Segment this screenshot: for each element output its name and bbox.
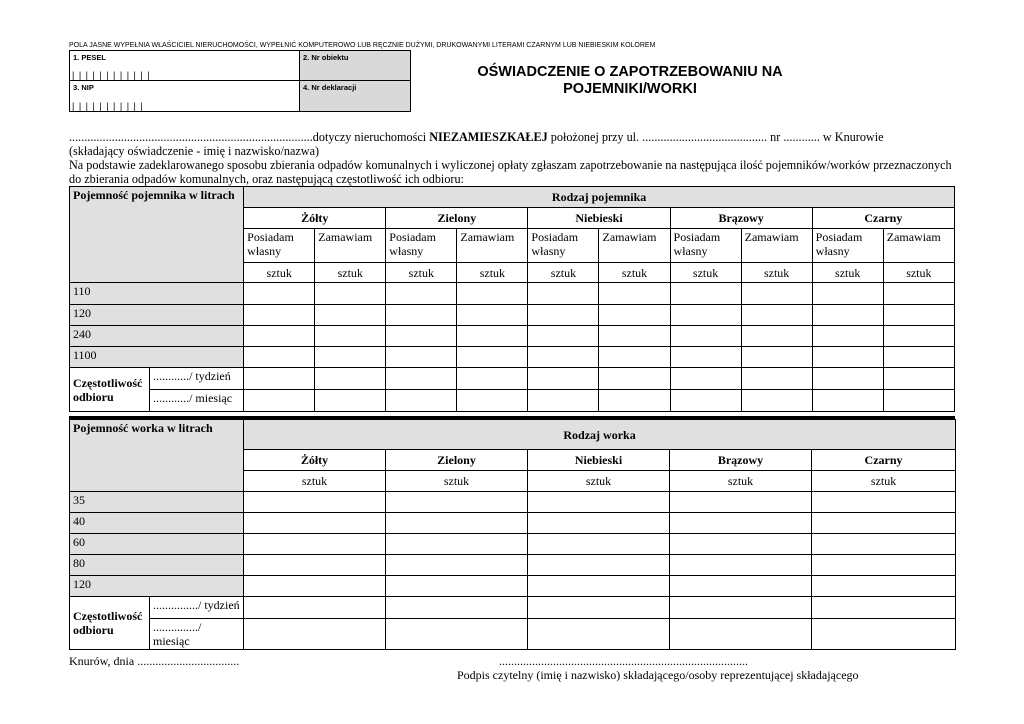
input-cell[interactable] (386, 368, 457, 390)
input-cell[interactable] (457, 305, 528, 326)
input-cell[interactable] (670, 534, 812, 555)
nip-ticks: | | | | | | | | | | | (72, 101, 144, 111)
input-cell[interactable] (741, 390, 812, 412)
input-cell[interactable] (812, 283, 883, 305)
input-cell[interactable] (244, 534, 386, 555)
input-cell[interactable] (244, 390, 315, 412)
bag-table (69, 419, 956, 650)
input-cell[interactable] (812, 390, 883, 412)
input-cell[interactable] (812, 513, 956, 534)
table-row (70, 347, 955, 368)
input-cell[interactable] (315, 390, 386, 412)
input-cell[interactable] (457, 326, 528, 347)
container-color-black: Czarny (812, 208, 954, 229)
input-cell[interactable] (315, 368, 386, 390)
intro-line-3: Na podstawie zadeklarowanego sposobu zbierania odpadów komunalnych i wyliczonej opłaty zgłaszam zapotrzebowanie na następująca ilość pojemników/worków przeznaczonych (69, 158, 952, 172)
table-row (70, 305, 955, 326)
input-cell[interactable] (244, 597, 386, 619)
input-cell[interactable] (386, 619, 528, 650)
input-cell[interactable] (244, 576, 386, 597)
input-cell[interactable] (812, 534, 956, 555)
table-row (70, 576, 956, 597)
object-number-label: 2. Nr obiektu (303, 53, 349, 62)
input-cell[interactable] (883, 390, 954, 412)
input-cell[interactable] (670, 576, 812, 597)
input-cell[interactable] (386, 534, 528, 555)
owned-header: Posiadam własny (670, 229, 741, 263)
input-cell[interactable] (528, 283, 599, 305)
input-cell[interactable] (812, 305, 883, 326)
input-cell[interactable] (741, 368, 812, 390)
unit-label: sztuk (386, 471, 528, 492)
input-cell[interactable] (244, 305, 315, 326)
object-number-field (300, 51, 410, 81)
pesel-ticks: | | | | | | | | | | | | (72, 70, 151, 80)
unit-label: sztuk (528, 471, 670, 492)
table-row (70, 326, 955, 347)
unit-label: sztuk (741, 263, 812, 283)
input-cell[interactable] (528, 576, 670, 597)
title-line-1: OŚWIADCZENIE O ZAPOTRZEBOWANIU NA (477, 64, 783, 80)
unit-label: sztuk (812, 471, 956, 492)
container-color-brown: Brązowy (670, 208, 812, 229)
input-cell[interactable] (528, 305, 599, 326)
input-cell[interactable] (244, 513, 386, 534)
input-cell[interactable] (244, 555, 386, 576)
input-cell[interactable] (741, 326, 812, 347)
input-cell[interactable] (599, 305, 670, 326)
input-cell[interactable] (528, 534, 670, 555)
input-cell[interactable] (244, 283, 315, 305)
input-cell[interactable] (812, 555, 956, 576)
input-cell[interactable] (386, 347, 457, 368)
container-capacity-header: Pojemność pojemnika w litrach (70, 187, 244, 283)
input-cell[interactable] (386, 283, 457, 305)
input-cell[interactable] (812, 597, 956, 619)
container-color-green: Zielony (386, 208, 528, 229)
table-row (70, 492, 956, 513)
input-cell[interactable] (883, 326, 954, 347)
nip-field[interactable] (70, 81, 300, 111)
bag-color-green: Zielony (386, 450, 528, 471)
input-cell[interactable] (599, 368, 670, 390)
intro-line-2: (składający oświadczenie - imię i nazwisko/nazwa) (69, 144, 320, 158)
declaration-number-field (300, 81, 410, 111)
bag-color-yellow: Żółty (244, 450, 386, 471)
table-row (70, 283, 955, 305)
order-header: Zamawiam (315, 229, 386, 263)
container-size-1100: 1100 (70, 347, 244, 368)
bag-capacity-header: Pojemność worka w litrach (70, 420, 244, 492)
input-cell[interactable] (670, 597, 812, 619)
container-size-120: 120 (70, 305, 244, 326)
input-cell[interactable] (528, 555, 670, 576)
input-cell[interactable] (812, 576, 956, 597)
unit-label: sztuk (457, 263, 528, 283)
input-cell[interactable] (386, 492, 528, 513)
bag-size-80: 80 (70, 555, 244, 576)
unit-label: sztuk (315, 263, 386, 283)
input-cell[interactable] (670, 326, 741, 347)
input-cell[interactable] (457, 283, 528, 305)
input-cell[interactable] (315, 347, 386, 368)
input-cell[interactable] (883, 283, 954, 305)
input-cell[interactable] (599, 326, 670, 347)
bag-per-month[interactable]: .............../ miesiąc (150, 619, 244, 650)
input-cell[interactable] (741, 305, 812, 326)
bag-per-week[interactable]: .............../ tydzień (150, 597, 244, 619)
input-cell[interactable] (670, 305, 741, 326)
input-cell[interactable] (244, 619, 386, 650)
pesel-label: 1. PESEL (73, 53, 106, 62)
input-cell[interactable] (386, 326, 457, 347)
bag-color-brown: Brązowy (670, 450, 812, 471)
input-cell[interactable] (457, 390, 528, 412)
bag-type-header: Rodzaj worka (244, 420, 956, 450)
input-cell[interactable] (386, 597, 528, 619)
input-cell[interactable] (670, 513, 812, 534)
bag-color-black: Czarny (812, 450, 956, 471)
location-text[interactable]: położonej przy ul. ......................................... nr ............ w Knurowie (547, 130, 884, 144)
container-size-240: 240 (70, 326, 244, 347)
input-cell[interactable] (315, 305, 386, 326)
input-cell[interactable] (528, 597, 670, 619)
input-cell[interactable] (670, 555, 812, 576)
bag-frequency-label: Częstotliwość odbioru (70, 597, 150, 650)
input-cell[interactable] (883, 368, 954, 390)
place-date[interactable]: Knurów, dnia .................................. (69, 654, 240, 668)
order-header: Zamawiam (741, 229, 812, 263)
unit-label: sztuk (386, 263, 457, 283)
input-cell[interactable] (386, 555, 528, 576)
owned-header: Posiadam własny (812, 229, 883, 263)
bag-size-120: 120 (70, 576, 244, 597)
unit-label: sztuk (528, 263, 599, 283)
bag-size-40: 40 (70, 513, 244, 534)
container-per-month[interactable]: ............/ miesiąc (150, 390, 244, 412)
container-table (69, 186, 955, 412)
input-cell[interactable] (812, 368, 883, 390)
input-cell[interactable] (812, 619, 956, 650)
input-cell[interactable] (883, 305, 954, 326)
input-cell[interactable] (812, 347, 883, 368)
input-cell[interactable] (315, 326, 386, 347)
input-cell[interactable] (457, 347, 528, 368)
input-cell[interactable] (528, 390, 599, 412)
input-cell[interactable] (315, 283, 386, 305)
input-cell[interactable] (244, 347, 315, 368)
bag-color-blue: Niebieski (528, 450, 670, 471)
input-cell[interactable] (386, 576, 528, 597)
input-cell[interactable] (244, 492, 386, 513)
unit-label: sztuk (883, 263, 954, 283)
container-type-header: Rodzaj pojemnika (244, 187, 955, 208)
pesel-field[interactable] (70, 51, 300, 81)
input-cell[interactable] (528, 492, 670, 513)
container-frequency-label: Częstotliwość odbioru (70, 368, 150, 412)
signature-line[interactable]: ................................................................................... (499, 654, 748, 668)
name-dots[interactable]: ................................................................................ (69, 130, 313, 144)
input-cell[interactable] (599, 347, 670, 368)
title-line-2: POJEMNIKI/WORKI (563, 81, 697, 97)
input-cell[interactable] (528, 513, 670, 534)
unit-label: sztuk (670, 471, 812, 492)
input-cell[interactable] (670, 283, 741, 305)
input-cell[interactable] (670, 390, 741, 412)
input-cell[interactable] (386, 513, 528, 534)
table-row (70, 555, 956, 576)
input-cell[interactable] (670, 347, 741, 368)
id-box (69, 50, 411, 112)
container-color-blue: Niebieski (528, 208, 670, 229)
owned-header: Posiadam własny (244, 229, 315, 263)
unit-label: sztuk (599, 263, 670, 283)
owned-header: Posiadam własny (386, 229, 457, 263)
container-size-110: 110 (70, 283, 244, 305)
input-cell[interactable] (528, 347, 599, 368)
table-row (70, 534, 956, 555)
signature-label: Podpis czytelny (imię i nazwisko) składającego/osoby reprezentującej składającego (457, 668, 859, 682)
input-cell[interactable] (599, 390, 670, 412)
order-header: Zamawiam (457, 229, 528, 263)
intro-line-1 (69, 130, 969, 144)
bag-size-60: 60 (70, 534, 244, 555)
order-header: Zamawiam (599, 229, 670, 263)
input-cell[interactable] (670, 368, 741, 390)
order-header: Zamawiam (883, 229, 954, 263)
input-cell[interactable] (244, 326, 315, 347)
input-cell[interactable] (741, 283, 812, 305)
input-cell[interactable] (386, 305, 457, 326)
input-cell[interactable] (386, 390, 457, 412)
unit-label: sztuk (812, 263, 883, 283)
input-cell[interactable] (812, 492, 956, 513)
nip-label: 3. NIP (73, 83, 94, 92)
unit-label: sztuk (670, 263, 741, 283)
input-cell[interactable] (457, 368, 528, 390)
instruction-text: POLA JASNE WYPEŁNIA WŁAŚCICIEL NIERUCHOMOŚCI, WYPEŁNIĆ KOMPUTEROWO LUB RĘCZNIE DUŻYMI, DRUKOWANYMI LITERAMI CZARNYM LUB NIEBIESKIM KOLOREM (69, 42, 656, 49)
bag-size-35: 35 (70, 492, 244, 513)
owned-header: Posiadam własny (528, 229, 599, 263)
input-cell[interactable] (670, 619, 812, 650)
container-color-yellow: Żółty (244, 208, 386, 229)
table-row (70, 513, 956, 534)
input-cell[interactable] (812, 326, 883, 347)
input-cell[interactable] (528, 326, 599, 347)
input-cell[interactable] (599, 283, 670, 305)
concerning-text: dotyczy nieruchomości (312, 130, 427, 144)
unit-label: sztuk (244, 471, 386, 492)
input-cell[interactable] (670, 492, 812, 513)
intro-line-4: do zbierania odpadów komunalnych, oraz następującą częstotliwość ich odbioru: (69, 172, 464, 186)
input-cell[interactable] (244, 368, 315, 390)
input-cell[interactable] (528, 368, 599, 390)
form-title (430, 64, 830, 98)
declaration-number-label: 4. Nr deklaracji (303, 83, 357, 92)
input-cell[interactable] (883, 347, 954, 368)
property-type: NIEZAMIESZKAŁEJ (429, 130, 548, 144)
intro-paragraph (69, 130, 969, 186)
input-cell[interactable] (741, 347, 812, 368)
unit-label: sztuk (244, 263, 315, 283)
container-per-week[interactable]: ............/ tydzień (150, 368, 244, 390)
input-cell[interactable] (528, 619, 670, 650)
